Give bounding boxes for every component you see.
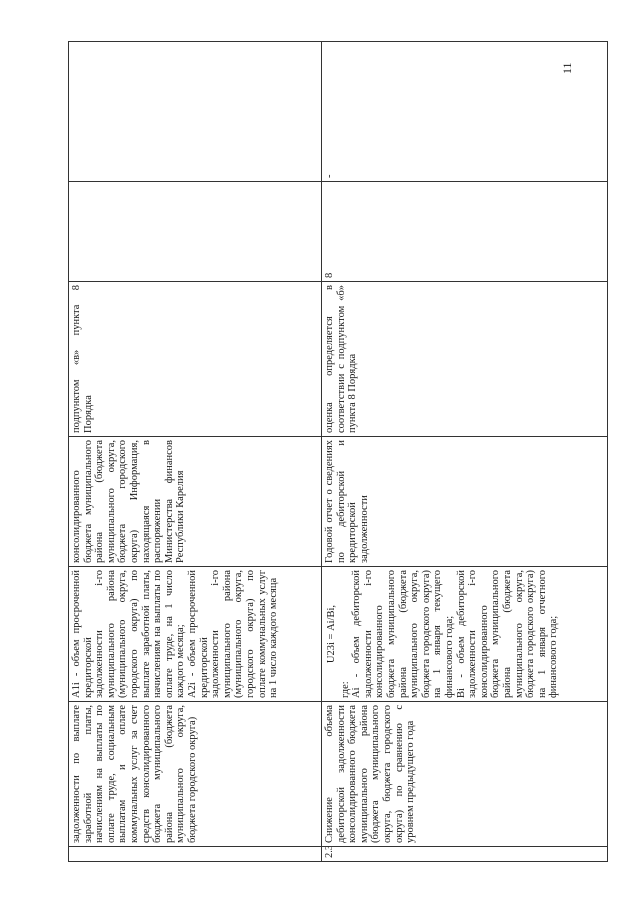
formula-line: Вi - объем дебиторской задолженности i-го консолидированного бюджета муниципального района (бюджета муниципального округа, бюджета городского округа) на 1 января отчетного финансового года; [455,570,560,698]
formula-line: где: [339,681,351,698]
indicator-name-cell: задолженности по выплате заработной платы, начислениям на выплаты по оплате труде, социальным выплатам и оплате коммунальных услуг за счет средств консолидированного бюджета муниципального района (бюджета муниципального округа, бюджета городского округа) [69,702,322,847]
source-cell: Годовой отчет о сведениях по дебиторской и кредиторской задолженности [322,437,608,567]
score-cell [69,182,322,282]
table-row [69,42,322,862]
formula-line: Аi - объем дебиторской задолженности i-го консолидированного бюджета муниципального района (бюджета муниципального округа, бюджета городского округа) на 1 января текущего финансового года; [351,570,455,698]
extra-cell [69,42,322,182]
rotated-table-container [68,42,608,862]
page-number: 11 [560,62,574,74]
row-number-cell: 2.3 [322,847,608,862]
criteria-table [68,41,608,862]
formula-line: А2i - объем просроченной кредиторской задолженности i-го муниципального района (муниципального округа, городского округа) по оплате коммунальных услуг на 1 число каждого месяца [186,570,280,698]
indicator-name-cell: Снижение объема дебиторской задолженности консолидированного бюджета муниципального района (бюджета муниципального округа, бюджета городского округа) по сравнению с уровнем предыдущего года [322,702,608,847]
formula-cell [322,567,608,702]
row-number-cell [69,847,322,862]
score-cell: 8 [322,182,608,282]
note-cell: подпунктом «в» пункта 8 Порядка [69,282,322,437]
extra-cell: - [322,42,608,182]
formula-line: А1i - объем просроченной кредиторской задолженности i-го муниципального района (муниципального округа, городского округа) по выплате заработной платы, начислениям на выплаты по оплате труде, на 1 число каждого месяца; [71,570,187,698]
table-row [322,42,608,862]
note-cell: оценка определяется в соответствии с подпунктом «б» пункта 8 Порядка [322,282,608,437]
source-cell: консолидированного бюджета муниципального района (бюджета муниципального округа, бюджета городского округа) Информация, находящаяся в распоряжении Министерства финансов Республики Карелия [69,437,322,567]
formula-cell [69,567,322,702]
formula-title: U23i = Аi/Вi, [326,604,337,664]
